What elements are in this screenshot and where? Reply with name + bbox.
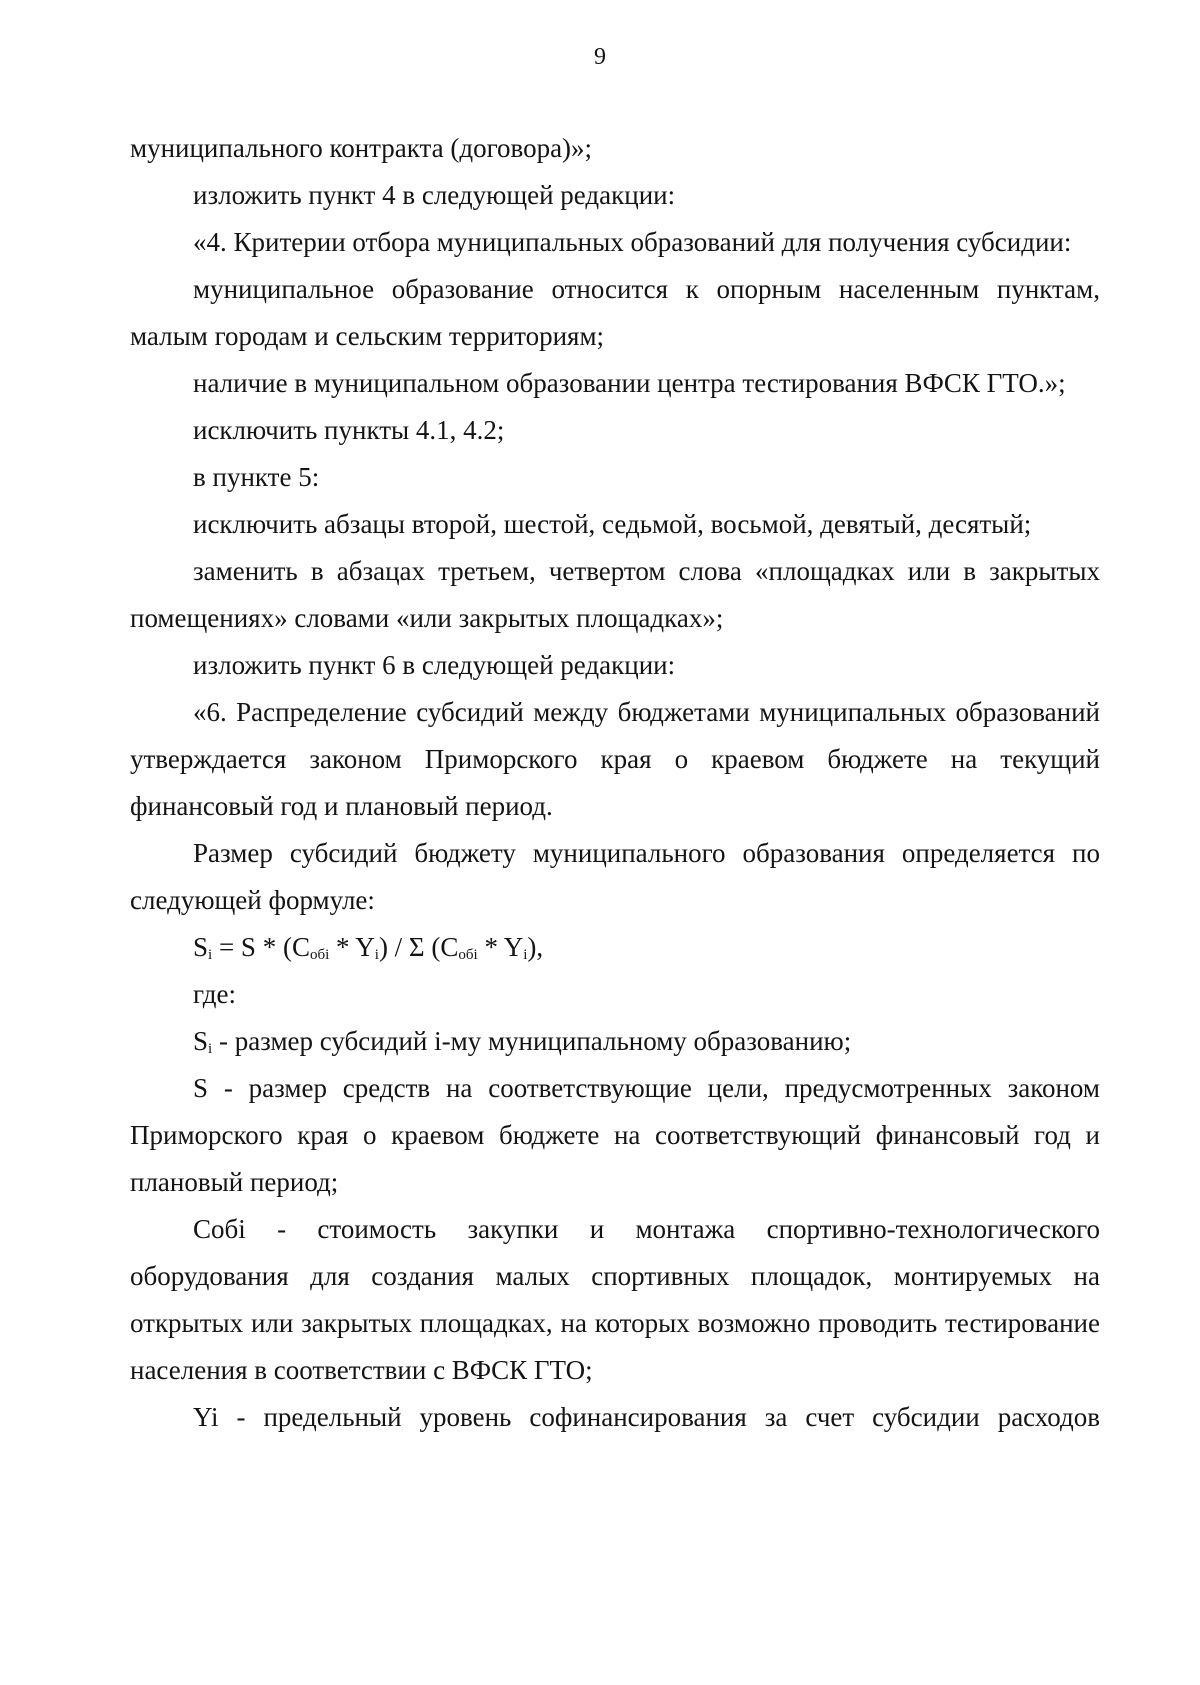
- paragraph-selection-criteria: «4. Критерии отбора муниципальных образований для получения субсидии:: [193, 227, 1072, 257]
- definition-si: [130, 1018, 1100, 1065]
- formula-sub-i: i: [208, 947, 213, 963]
- paragraph-exclude-items: исключить пункты 4.1, 4.2;: [193, 415, 505, 445]
- paragraph-exclude-subparagraphs: исключить абзацы второй, шестой, седьмой, восьмой, девятый, десятый;: [193, 509, 1032, 539]
- paragraph-subsidy-distribution: «6. Распределение субсидий между бюджетами муниципальных образований утверждается законом Приморского края о краевом бюджете на текущий финансовый год и плановый период.: [130, 697, 1100, 821]
- formula-part: * Y: [477, 932, 524, 962]
- formula-part: ) / Σ (C: [378, 932, 459, 962]
- definition-s: S - размер средств на соответствующие цели, предусмотренных законом Приморского края о краевом бюджете на соответствующий финансовый год и плановый период;: [130, 1073, 1100, 1197]
- document-body: [130, 125, 1100, 1441]
- paragraph-criterion-gto-center: наличие в муниципальном образовании центра тестирования ВФСК ГТО.»;: [193, 368, 1066, 398]
- paragraph-amend-item-6: изложить пункт 6 в следующей редакции:: [193, 650, 676, 680]
- formula-part: = S * (C: [212, 932, 310, 962]
- formula-part: * Y: [329, 932, 375, 962]
- paragraph-where: где:: [193, 979, 236, 1009]
- definition-si-sub: i: [208, 1041, 213, 1057]
- formula-symbol-s: S: [193, 932, 209, 962]
- formula-sub-i: i: [523, 947, 528, 963]
- definition-yi: Yi - предельный уровень софинансирования за счет субсидии расходов: [193, 1402, 1100, 1432]
- formula-sub-i: i: [374, 947, 379, 963]
- paragraph-criterion-settlements: муниципальное образование относится к опорным населенным пунктам, малым городам и сельским территориям;: [130, 274, 1100, 351]
- formula-part: ),: [527, 932, 544, 962]
- page-number: 9: [594, 44, 606, 70]
- formula-sub-obi: обi: [458, 947, 478, 963]
- paragraph-replace-words: заменить в абзацах третьем, четвертом слова «площадках или в закрытых помещениях» словами «или закрытых площадках»;: [130, 556, 1100, 633]
- paragraph-contract-end: муниципального контракта (договора)»;: [130, 133, 593, 163]
- definition-cobi: Собi - стоимость закупки и монтажа спортивно-технологического оборудования для создания малых спортивных площадок, монтируемых на открытых или закрытых площадках, на которых возможно проводить тестирование населения в соответствии с ВФСК ГТО;: [130, 1214, 1100, 1385]
- definition-si-text: - размер субсидий i-му муниципальному образованию;: [212, 1026, 852, 1056]
- paragraph-item-5: в пункте 5:: [193, 462, 320, 492]
- paragraph-amend-item-4: изложить пункт 4 в следующей редакции:: [193, 180, 676, 210]
- formula-sub-obi: обi: [309, 947, 330, 963]
- definition-si-symbol: S: [193, 1026, 209, 1056]
- paragraph-subsidy-size: Размер субсидий бюджету муниципального образования определяется по следующей формуле:: [130, 838, 1100, 915]
- subsidy-formula: [130, 924, 1100, 971]
